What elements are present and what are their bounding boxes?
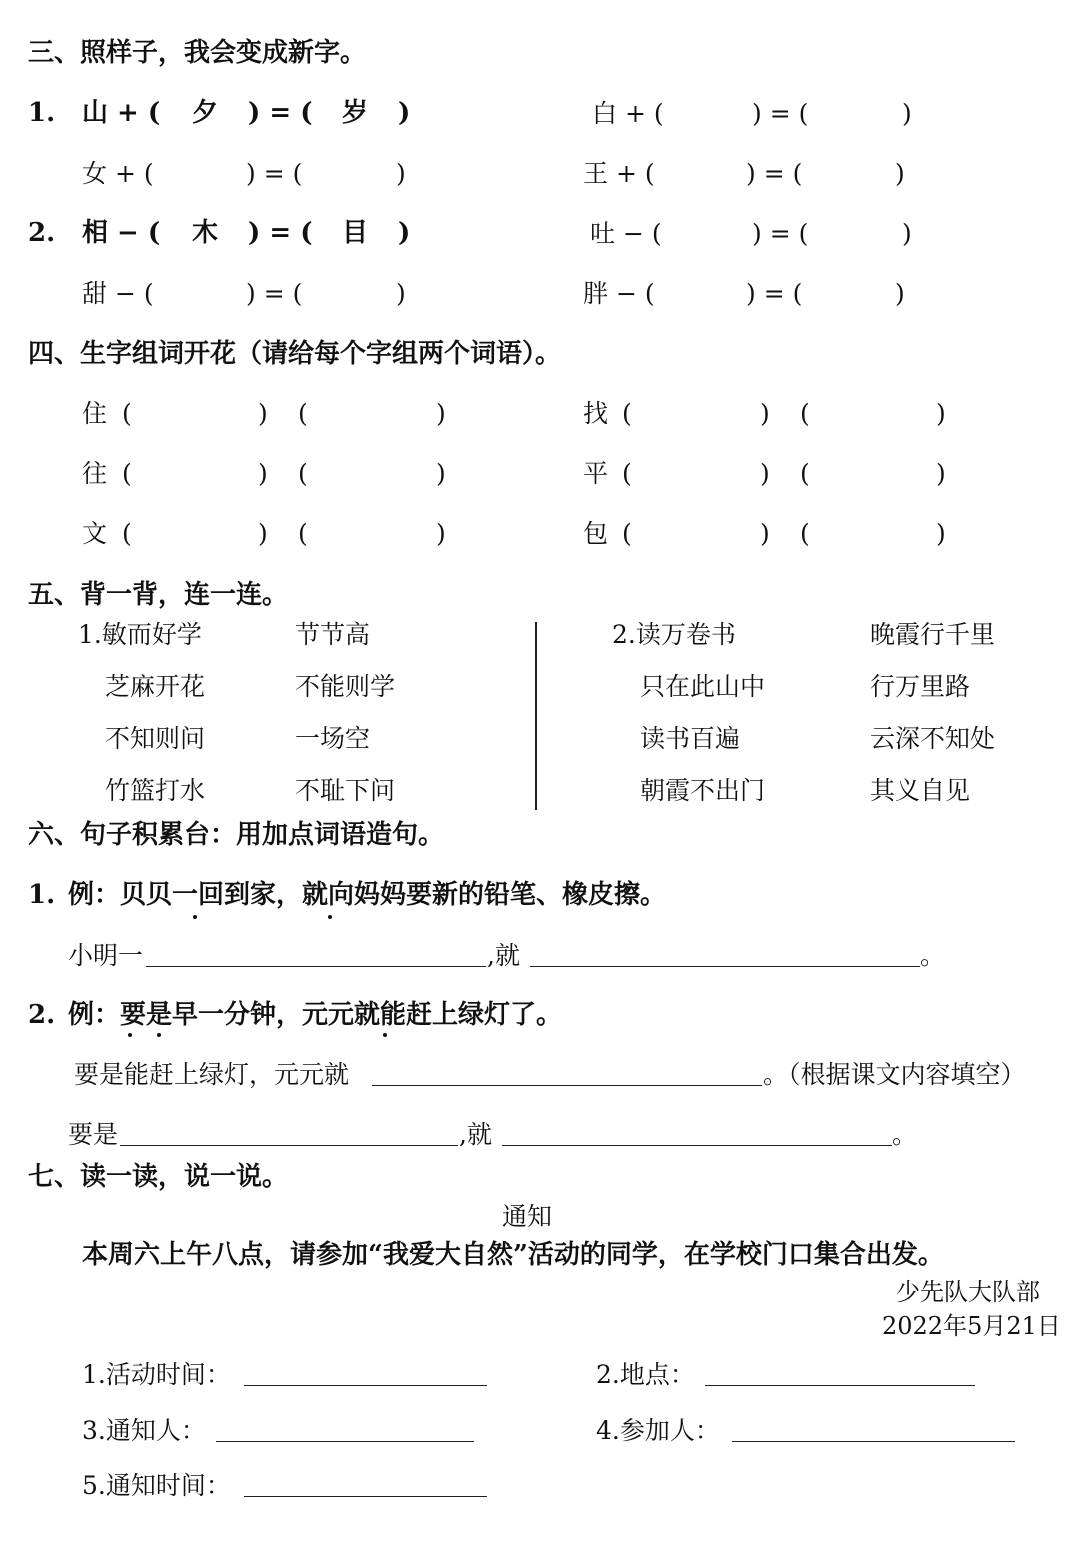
section-4-title: 四、生字组词开花（请给每个字组两个词语）。: [28, 339, 562, 369]
match-item: 只在此山中: [640, 672, 766, 701]
question-label: 4.参加人：: [596, 1416, 720, 1445]
question-label: 2.地点：: [596, 1360, 695, 1389]
column-divider: [535, 622, 537, 810]
match-item: 云深不知处: [870, 724, 996, 753]
match-item: 不能则学: [295, 672, 396, 701]
notice-title: 通知: [502, 1202, 553, 1231]
match-item: 芝麻开花: [105, 672, 206, 701]
match-item: 不知则问: [105, 724, 206, 753]
example-result: 岁: [342, 98, 369, 128]
example-sentence-1: 例：贝贝一回到家，就向妈妈要新的铅笔、橡皮擦。: [68, 880, 667, 910]
section-6-title: 六、句子积累台：用加点词语造句。: [28, 820, 445, 850]
notice-body: 本周六上午八点，请参加“我爱大自然”活动的同学，在学校门口集合出发。: [82, 1240, 944, 1270]
match-item: 晚霞行千里: [870, 620, 996, 649]
section-5-title: 五、背一背，连一连。: [28, 580, 289, 610]
emphasis-dot: [128, 1033, 132, 1037]
example-answer: 夕: [192, 98, 219, 128]
notice-date: 2022年5月21日: [882, 1312, 1061, 1340]
emphasis-dot: [328, 915, 332, 919]
match-item: 竹篮打水: [105, 776, 206, 805]
emphasis-dot: [193, 915, 197, 919]
word-char-2: 往: [82, 459, 108, 488]
answer-blank[interactable]: [530, 944, 920, 967]
question-label: 1.活动时间：: [82, 1360, 231, 1389]
question-label: 3.通知人：: [82, 1416, 206, 1445]
word-char-6: 包: [583, 519, 609, 548]
answer-blank[interactable]: [732, 1419, 1015, 1442]
match-item: 2.读万卷书: [612, 620, 736, 649]
answer-blank[interactable]: [216, 1419, 474, 1442]
answer-blank[interactable]: [244, 1363, 487, 1386]
word-char-5: 平: [583, 459, 609, 488]
emphasis-dot: [157, 1033, 161, 1037]
item-number-2: 2.: [28, 218, 56, 248]
example-sentence-2: 例：要是早一分钟，元元就能赶上绿灯了。: [68, 1000, 563, 1030]
answer-blank[interactable]: [244, 1474, 487, 1497]
match-item: 节节高: [295, 620, 371, 649]
match-item: 不耻下问: [295, 776, 396, 805]
answer-blank[interactable]: [372, 1063, 762, 1086]
emphasis-dot: [383, 1033, 387, 1037]
example-result: 目: [342, 218, 369, 248]
item-number-1: 1.: [28, 880, 56, 910]
notice-signer: 少先队大队部: [896, 1278, 1040, 1306]
answer-blank[interactable]: [502, 1123, 892, 1146]
answer-blank[interactable]: [705, 1363, 975, 1386]
answer-blank[interactable]: [120, 1123, 458, 1146]
example-answer: 木: [192, 218, 219, 248]
match-item: 行万里路: [870, 672, 971, 701]
question-label: 5.通知时间：: [82, 1471, 231, 1500]
word-char-3: 文: [82, 519, 108, 548]
match-item: 读书百遍: [640, 724, 741, 753]
match-item: 其义自见: [870, 776, 971, 805]
word-char-1: 住: [82, 399, 108, 428]
match-item: 1.敏而好学: [78, 620, 202, 649]
match-item: 朝霞不出门: [640, 776, 766, 805]
word-char-4: 找: [583, 399, 609, 428]
section-3-title: 三、照样子，我会变成新字。: [28, 38, 367, 68]
match-item: 一场空: [295, 724, 371, 753]
item-number-2: 2.: [28, 1000, 56, 1030]
answer-blank[interactable]: [146, 944, 486, 967]
item-number-1: 1.: [28, 98, 56, 128]
section-7-title: 七、读一读，说一说。: [28, 1162, 289, 1192]
